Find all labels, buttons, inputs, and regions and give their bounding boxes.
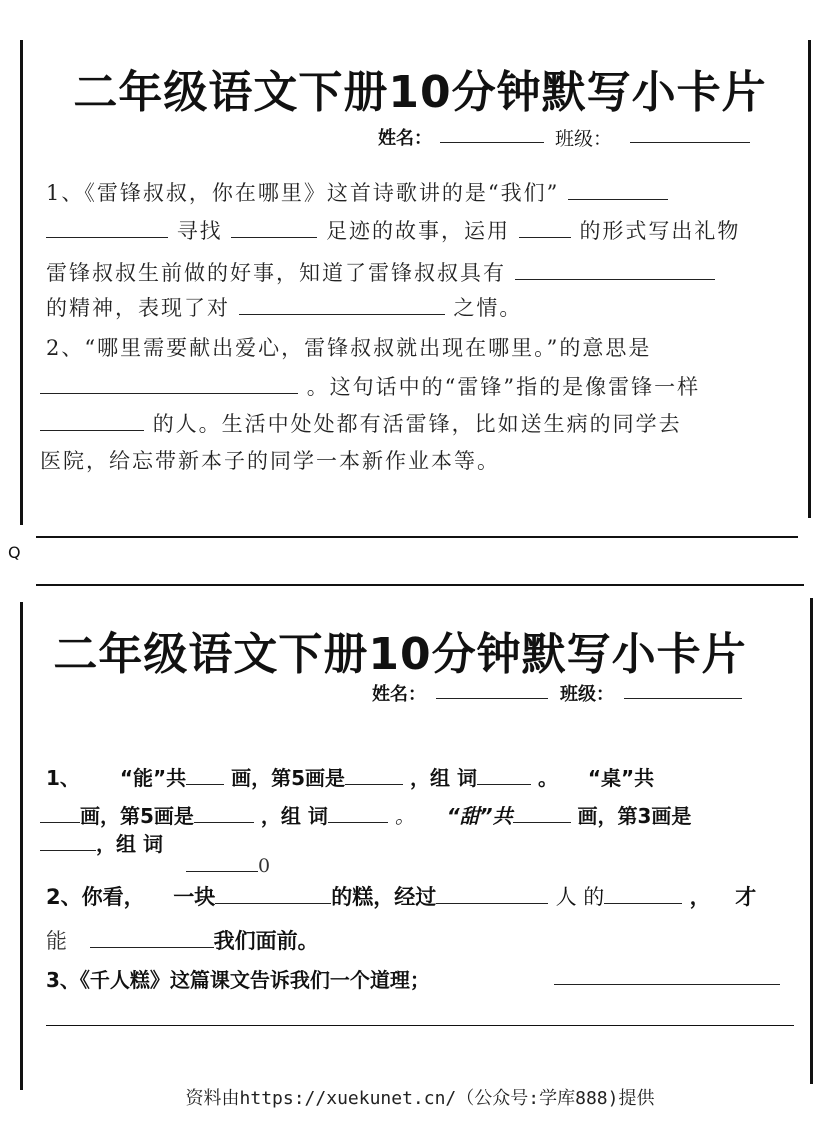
card2-q2-text-b2: 我们面前。 [213,929,319,954]
card2-q3-text-a: 3、《千人糕》这篇课文告诉我们一个道理； [46,968,430,992]
card2-q1-blank9[interactable] [186,850,258,872]
card1-q1-line3 [46,256,715,287]
card2-q1-blank2[interactable] [345,762,403,785]
card2-q1-line1 [46,762,654,791]
card2-q1-text-b2: ，组 词 [260,804,328,828]
card2-q2-text-b1: 能 [46,929,67,954]
card2-q2-line1 [46,880,756,911]
card2-q1-line3 [40,828,163,857]
card1-q2-line1 [46,332,651,362]
card2-q1-blank1[interactable] [186,762,224,785]
card1-q1-text-e: 雷锋叔叔生前做的好事，知道了雷锋叔叔具有 [46,261,506,286]
card2-q1-text-a4: ，组 词 [410,766,477,790]
card2-q1-blank8[interactable] [40,828,96,851]
card1-q1-text-b: 寻找 [176,219,223,244]
card2-q2-line2 [46,924,319,955]
separator-line [36,584,804,586]
card1-q1-blank1[interactable] [568,176,668,200]
card2-q2-text-a2: 一块 [173,885,216,910]
card2-q1-blank5[interactable] [194,800,254,823]
card2-class-blank[interactable] [624,680,742,699]
card2-q1-text-c1: ，组 词 [96,832,163,856]
card1-q2-text-c: 的人。生活中处处都有活雷锋，比如送生病的同学去 [152,412,682,437]
card2-q1-blank3[interactable] [477,762,531,785]
card2-q1-text-b5: 画，第3画是 [577,804,692,828]
card2-q3-answer-line[interactable] [46,1025,794,1026]
card2-q2-text-a1: 2、你看， [46,885,145,910]
card1-class-label: 班级： [555,128,613,150]
card2-name-label: 姓名： [372,684,426,705]
card2-q1-blank6[interactable] [328,800,388,823]
card1-bottom-border [36,536,798,538]
card1-name-blank[interactable] [440,124,544,143]
card1-title: 二年级语文下册10分钟默写小卡片 [73,67,767,118]
card2-q1-line4 [186,850,270,877]
card2-q1-text-b1: 画，第5画是 [80,804,194,828]
card2-q2-text-a4: 人 的 [555,885,605,910]
card2-q1-text-b3: 。 [394,804,415,828]
card2-q1-text-b4: “甜”共 [446,804,513,828]
card1-q1-blank4[interactable] [519,214,571,238]
card2-q1-text-a5: 。 [537,766,558,790]
card1-q1-line2 [46,214,740,245]
card2-q2-blank2[interactable] [436,880,548,904]
card2-q1-blank7[interactable] [513,800,571,823]
card1-q1-text-c: 足迹的故事，运用 [326,219,511,244]
card1-q2-blank2[interactable] [40,407,144,431]
card2-q2-text-a5: ， [689,885,711,910]
card2-name-blank[interactable] [436,680,548,699]
card1-q2-line3 [40,407,682,438]
card1-q1-line4 [46,291,522,322]
card1-q2-text-d: 医院，给忘带新本子的同学一本新作业本等。 [40,449,500,473]
card2-q2-blank1[interactable] [215,880,331,904]
card1-q1-blank6[interactable] [239,291,445,315]
card1-q2-blank1[interactable] [40,370,298,394]
card2-q1-text-d1: 0 [258,854,271,877]
card2-q2-blank3[interactable] [604,880,682,904]
card2-q1-line2 [40,800,691,829]
card2-q1-num: 1、 [46,766,80,790]
card2-q1-text-a3: 画，第5画是 [231,766,346,790]
card1-q1-text-g: 之情。 [453,296,523,321]
card2-q1-text-a2: “能”共 [119,766,187,790]
card1-q1-blank5[interactable] [515,256,715,280]
card2-q1-text-a6: “桌”共 [587,766,655,790]
card2-class-label: 班级： [560,684,614,705]
card1-q1-text-a: 1、《雷锋叔叔，你在哪里》这首诗歌讲的是“我们” [46,181,560,206]
card2-q2-text-a3: 的糕，经过 [331,885,437,910]
card1-q1-blank3[interactable] [231,214,317,238]
card1-q1-text-d: 的形式写出礼物 [579,219,741,244]
card2-title: 二年级语文下册10分钟默写小卡片 [53,629,747,680]
card1-class-blank[interactable] [630,124,750,143]
card2-q3-blank1[interactable] [554,966,780,985]
card1-q2-line4 [40,445,500,475]
card1-name-label: 姓名： [378,128,432,149]
card2-q2-text-a6: 才 [735,885,757,910]
card1-q2-text-a: 2、“哪里需要献出爱心，雷锋叔叔就出现在哪里。”的意思是 [46,336,652,360]
card1-q1-text-f: 的精神，表现了对 [46,296,230,321]
card1-q1-blank2[interactable] [46,214,168,238]
card1-q2-text-b: 。这句话中的“雷锋”指的是像雷锋一样 [306,375,701,400]
card1-q1-line1 [46,176,668,207]
card2-q2-blank4[interactable] [90,924,214,948]
card2-q3-line1 [46,964,430,993]
card1-q2-line2 [40,370,700,401]
card2-q1-blank4[interactable] [40,800,80,823]
footer-source: 资料由https://xuekunet.cn/（公众号:学库888)提供 [185,1088,655,1109]
separator-mark: Q [8,543,21,562]
